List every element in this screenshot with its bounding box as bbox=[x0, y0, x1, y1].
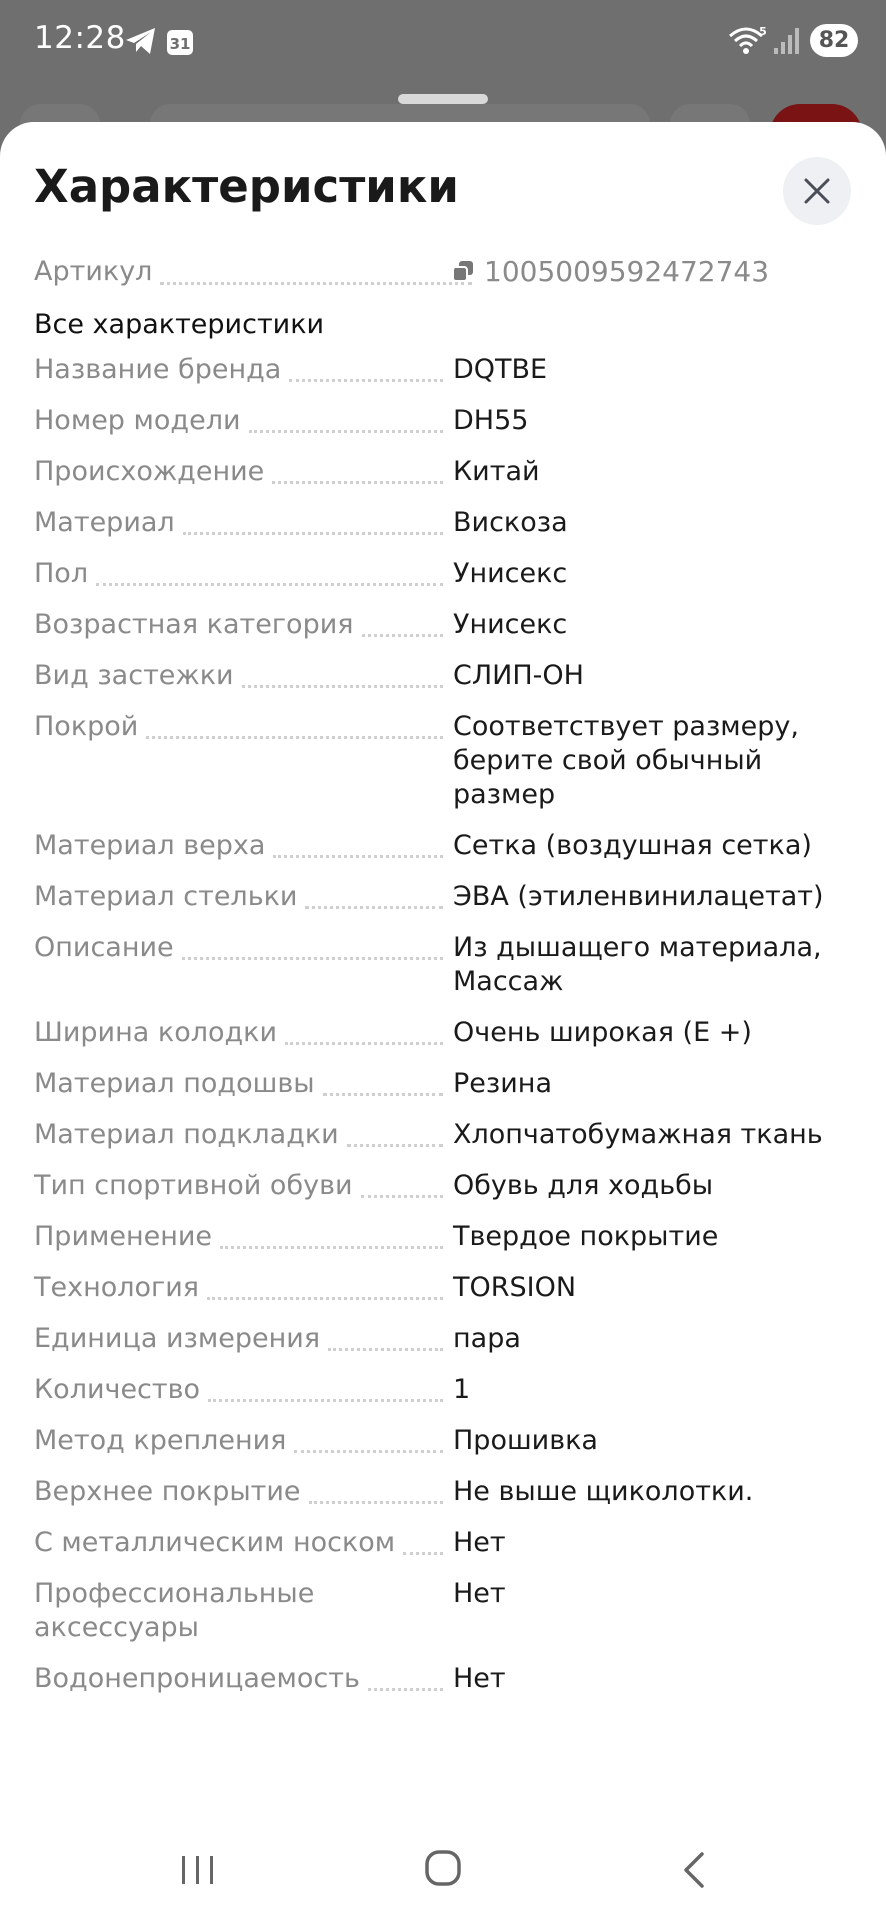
status-time: 12:28 bbox=[34, 20, 126, 56]
spec-row bbox=[34, 455, 854, 489]
dotted-leader bbox=[328, 1322, 443, 1351]
dotted-leader bbox=[183, 506, 443, 535]
sheet-drag-handle[interactable] bbox=[398, 94, 488, 104]
spec-label: Материал верха bbox=[34, 830, 266, 861]
dotted-leader bbox=[347, 1118, 443, 1147]
spec-row bbox=[34, 1526, 854, 1560]
close-button[interactable] bbox=[783, 157, 851, 225]
dotted-leader bbox=[96, 557, 443, 586]
battery-indicator: 82 bbox=[810, 24, 858, 57]
sheet-title: Характеристики bbox=[34, 160, 459, 213]
calendar-day: 31 bbox=[169, 35, 191, 53]
spec-value: TORSION bbox=[453, 1272, 577, 1303]
spec-value: Нет bbox=[453, 1527, 506, 1558]
dotted-leader bbox=[182, 931, 443, 960]
spec-value: Твердое покрытие bbox=[453, 1221, 719, 1252]
spec-value: ЭВА (этиленвинилацетат) bbox=[453, 881, 824, 912]
spec-value: Нет bbox=[453, 1663, 506, 1694]
spec-value: Унисекс bbox=[453, 558, 568, 589]
spec-row bbox=[34, 1169, 854, 1203]
copy-icon[interactable] bbox=[452, 260, 474, 282]
spec-value: пара bbox=[453, 1323, 521, 1354]
spec-row bbox=[34, 1373, 854, 1407]
spec-label: Название бренда bbox=[34, 354, 282, 385]
dotted-leader bbox=[160, 252, 472, 285]
spec-row bbox=[34, 659, 854, 693]
all-characteristics-heading: Все характеристики bbox=[34, 309, 325, 340]
spec-row bbox=[34, 710, 854, 812]
spec-value: Хлопчатобумажная ткань bbox=[453, 1119, 823, 1150]
spec-label: Верхнее покрытие bbox=[34, 1476, 301, 1507]
dotted-leader bbox=[208, 1373, 443, 1402]
spec-label: Количество bbox=[34, 1374, 201, 1405]
dotted-leader bbox=[305, 880, 443, 909]
spec-label: Применение bbox=[34, 1221, 213, 1252]
spec-label: Единица измерения bbox=[34, 1323, 321, 1354]
spec-label: Материал подкладки bbox=[34, 1119, 339, 1150]
spec-row bbox=[34, 1067, 854, 1101]
spec-row bbox=[34, 506, 854, 540]
spec-value: DH55 bbox=[453, 405, 529, 436]
spec-row bbox=[34, 880, 854, 914]
spec-label: Профессиональные аксессуары bbox=[34, 1578, 315, 1643]
spec-value: Из дышащего материала, Массаж bbox=[453, 932, 822, 997]
spec-label: Описание bbox=[34, 932, 174, 963]
spec-label: Метод крепления bbox=[34, 1425, 287, 1456]
back-icon[interactable] bbox=[678, 1850, 710, 1890]
spec-value: Обувь для ходьбы bbox=[453, 1170, 714, 1201]
spec-value: Соответствует размеру, берите свой обычный размер bbox=[453, 711, 799, 810]
dotted-leader bbox=[285, 1016, 443, 1045]
spec-label: Материал bbox=[34, 507, 175, 538]
dotted-leader bbox=[207, 1271, 443, 1300]
dotted-leader bbox=[323, 1067, 443, 1096]
dotted-leader bbox=[289, 353, 443, 382]
characteristics-sheet bbox=[0, 122, 886, 1920]
spec-value: СЛИП-ОН bbox=[453, 660, 584, 691]
spec-value: Нет bbox=[453, 1578, 506, 1609]
spec-row bbox=[34, 1475, 854, 1509]
dotted-leader bbox=[146, 710, 443, 739]
spec-value: Резина bbox=[453, 1068, 552, 1099]
spec-label: Материал стельки bbox=[34, 881, 298, 912]
dotted-leader bbox=[309, 1475, 443, 1504]
spec-value: Сетка (воздушная сетка) bbox=[453, 830, 812, 861]
spec-row bbox=[34, 557, 854, 591]
spec-row bbox=[34, 353, 854, 387]
spec-row bbox=[34, 1322, 854, 1356]
spec-row bbox=[34, 829, 854, 863]
spec-row bbox=[34, 931, 854, 999]
spec-label: Тип спортивной обуви bbox=[34, 1170, 353, 1201]
spec-value: 1 bbox=[453, 1374, 471, 1405]
spec-row bbox=[34, 1577, 854, 1645]
signal-icon bbox=[772, 26, 802, 56]
spec-label: Вид застежки bbox=[34, 660, 234, 691]
dotted-leader bbox=[368, 1662, 443, 1691]
spec-label: С металлическим носком bbox=[34, 1527, 396, 1558]
spec-value: Китай bbox=[453, 456, 540, 487]
spec-label: Ширина колодки bbox=[34, 1017, 278, 1048]
dotted-leader bbox=[403, 1526, 443, 1555]
spec-value: Прошивка bbox=[453, 1425, 598, 1456]
dotted-leader bbox=[294, 1424, 443, 1453]
spec-row bbox=[34, 404, 854, 438]
spec-value: DQTBE bbox=[453, 354, 548, 385]
home-icon[interactable] bbox=[424, 1848, 464, 1888]
spec-label: Водонепроницаемость bbox=[34, 1663, 360, 1694]
spec-label: Возрастная категория bbox=[34, 609, 354, 640]
telegram-icon bbox=[124, 26, 158, 56]
spec-row bbox=[34, 1118, 854, 1152]
dotted-leader bbox=[242, 659, 443, 688]
spec-row bbox=[34, 1424, 854, 1458]
spec-row bbox=[34, 1271, 854, 1305]
spec-row bbox=[34, 1016, 854, 1050]
wifi-badge: 5 bbox=[759, 25, 767, 38]
dotted-leader bbox=[220, 1220, 443, 1249]
wifi-icon bbox=[728, 24, 768, 56]
spec-row bbox=[34, 1662, 854, 1696]
article-label: Артикул bbox=[34, 256, 153, 287]
spec-label: Происхождение bbox=[34, 456, 265, 487]
spec-value: Не выше щиколотки. bbox=[453, 1476, 754, 1507]
spec-label: Покрой bbox=[34, 711, 139, 742]
article-row bbox=[34, 252, 854, 292]
dotted-leader bbox=[362, 608, 443, 637]
spec-value: Вискоза bbox=[453, 507, 568, 538]
spec-value: Очень широкая (E +) bbox=[453, 1017, 752, 1048]
dotted-leader bbox=[249, 404, 444, 433]
calendar-icon bbox=[165, 27, 195, 57]
dotted-leader bbox=[273, 829, 443, 858]
recents-icon[interactable] bbox=[178, 1850, 218, 1890]
spec-label: Номер модели bbox=[34, 405, 241, 436]
spec-label: Материал подошвы bbox=[34, 1068, 315, 1099]
spec-label: Пол bbox=[34, 558, 89, 589]
navigation-bar bbox=[0, 1820, 886, 1920]
close-icon bbox=[803, 177, 831, 205]
spec-row bbox=[34, 1220, 854, 1254]
dotted-leader bbox=[361, 1169, 443, 1198]
spec-value: Унисекс bbox=[453, 609, 568, 640]
spec-list bbox=[34, 353, 854, 1713]
article-value[interactable]: 1005009592472743 bbox=[484, 255, 770, 288]
spec-label: Технология bbox=[34, 1272, 200, 1303]
spec-row bbox=[34, 608, 854, 642]
status-bar bbox=[0, 0, 886, 84]
dotted-leader bbox=[272, 455, 443, 484]
